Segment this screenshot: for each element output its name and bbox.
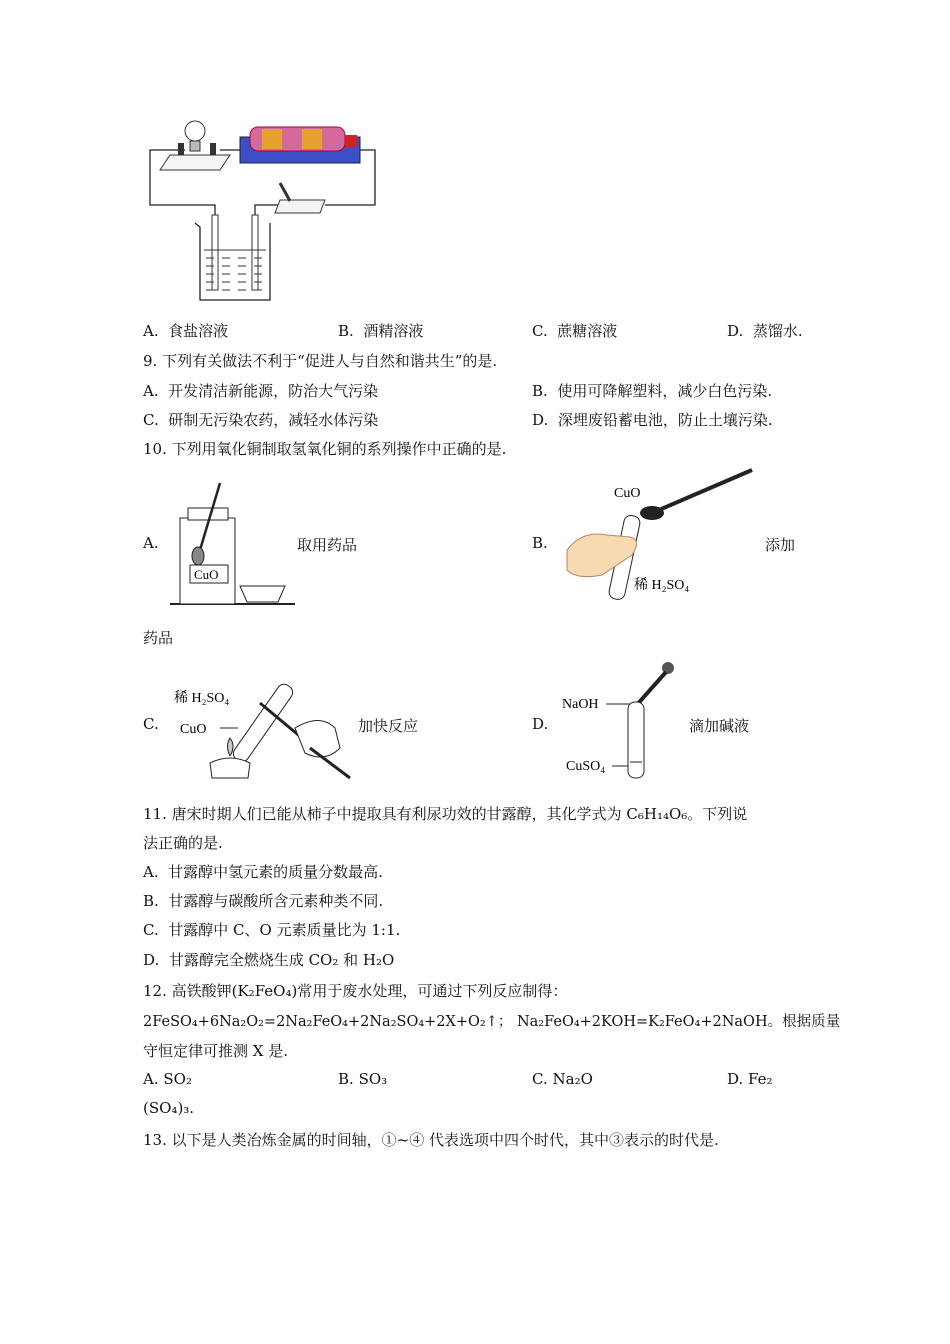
q8-option-d xyxy=(727,320,803,341)
option-letter: B. xyxy=(338,1070,354,1088)
q9-stem: 9. 下列有关做法不利于“促进人与自然和谐共生”的是. xyxy=(143,352,498,370)
option-text: 甘露醇完全燃烧生成 CO₂ 和 H₂O xyxy=(168,951,395,969)
q12-option-d-cont: (SO₄)₃. xyxy=(143,1099,195,1117)
option-letter: D. xyxy=(532,411,549,429)
option-letter: C. xyxy=(143,411,159,429)
q8-option-b xyxy=(338,320,423,341)
option-text: Fe₂ xyxy=(748,1070,773,1088)
option-text: 开发清洁新能源，防治大气污染 xyxy=(168,382,379,400)
cuso4-label: CuSO₄ xyxy=(566,759,606,774)
option-letter: B. xyxy=(338,322,354,340)
acid-label: 稀 H₂SO₄ xyxy=(174,691,230,706)
option-letter: A. xyxy=(143,863,159,881)
option-letter: A. xyxy=(143,1070,159,1088)
q9-option-a xyxy=(143,380,378,401)
option-letter: C. xyxy=(532,1070,548,1088)
option-text: 深埋废铅蓄电池，防止土壤污染. xyxy=(557,411,773,429)
q12-option-c xyxy=(532,1070,593,1088)
q10-option-a-letter: A. xyxy=(143,534,159,552)
option-letter: A. xyxy=(143,382,159,400)
option-letter: C. xyxy=(143,921,159,939)
q12-stem-line2: 2FeSO₄+6Na₂O₂=2Na₂FeO₄+2Na₂SO₄+2X+O₂↑； Na₂FeO₄+2KOH=K₂FeO₄+2NaOH。根据质量 xyxy=(143,1014,841,1030)
q10-option-d-letter: D. xyxy=(532,715,549,733)
q12-option-d xyxy=(727,1070,773,1088)
q10-option-b-text-cont: 药品 xyxy=(143,629,174,647)
q13-stem: 13. 以下是人类冶炼金属的时间轴，①~④ 代表选项中四个时代，其中③表示的时代是. xyxy=(143,1131,719,1149)
option-text: 酒精溶液 xyxy=(363,322,424,340)
option-text: SO₃ xyxy=(358,1070,388,1088)
cuo-label: CuO xyxy=(180,722,207,737)
option-text: 蔗糖溶液 xyxy=(557,322,618,340)
option-text: 蒸馏水. xyxy=(752,322,803,340)
option-text: SO₂ xyxy=(163,1070,192,1088)
q10-figure-b xyxy=(562,465,762,605)
q9-option-b xyxy=(532,380,772,401)
option-letter: B. xyxy=(143,892,159,910)
q11-option-d xyxy=(143,949,394,970)
q9-option-c xyxy=(143,409,378,430)
q12-option-b xyxy=(338,1070,387,1088)
option-letter: A. xyxy=(143,322,159,340)
option-text: 食盐溶液 xyxy=(168,322,229,340)
q11-stem-line1: 11. 唐宋时期人们已能从柿子中提取具有利尿功效的甘露醇，其化学式为 C₆H₁₄O₆。下列说 xyxy=(143,805,748,823)
q10-option-c-letter: C. xyxy=(143,715,159,733)
q11-stem-line2: 法正确的是. xyxy=(143,834,223,852)
option-letter: D. xyxy=(727,1070,744,1088)
q11-option-c xyxy=(143,919,400,940)
option-text: 使用可降解塑料，减少白色污染. xyxy=(557,382,773,400)
option-letter: D. xyxy=(143,951,160,969)
q10-figure-d xyxy=(562,658,692,784)
option-text: 甘露醇与碳酸所含元素种类不同. xyxy=(168,892,384,910)
cuo-label: CuO xyxy=(194,567,219,582)
option-letter: C. xyxy=(532,322,548,340)
option-text: 甘露醇中 C、O 元素质量比为 1:1. xyxy=(168,921,401,939)
q11-option-b xyxy=(143,890,383,911)
naoh-label: NaOH xyxy=(562,697,599,712)
option-text: 研制无污染农药，减轻水体污染 xyxy=(168,411,379,429)
q8-option-c xyxy=(532,320,617,341)
q10-option-c-text: 加快反应 xyxy=(358,717,419,735)
q12-stem-line3: 守恒定律可推测 X 是. xyxy=(143,1042,288,1060)
option-text: Na₂O xyxy=(552,1070,593,1088)
option-text: 甘露醇中氢元素的质量分数最高. xyxy=(168,863,383,881)
q12-stem-line1: 12. 高铁酸钾(K₂FeO₄)常用于废水处理，可通过下列反应制得： xyxy=(143,982,568,1000)
q10-option-b-letter: B. xyxy=(532,534,548,552)
q10-option-a-text: 取用药品 xyxy=(297,536,358,554)
q10-option-d-text: 滴加碱液 xyxy=(689,717,750,735)
q11-option-a xyxy=(143,861,383,882)
acid-label: 稀 H₂SO₄ xyxy=(634,578,690,593)
circuit-figure xyxy=(140,115,390,310)
q10-figure-c xyxy=(170,668,360,784)
q10-stem: 10. 下列用氧化铜制取氢氧化铜的系列操作中正确的是. xyxy=(143,440,507,458)
q12-option-a xyxy=(143,1070,192,1088)
q9-option-d xyxy=(532,409,773,430)
option-letter: B. xyxy=(532,382,548,400)
q10-figure-a xyxy=(170,478,300,610)
q10-option-b-text: 添加 xyxy=(765,536,796,554)
q8-option-a xyxy=(143,320,228,341)
option-letter: D. xyxy=(727,322,744,340)
cuo-label: CuO xyxy=(614,486,641,501)
